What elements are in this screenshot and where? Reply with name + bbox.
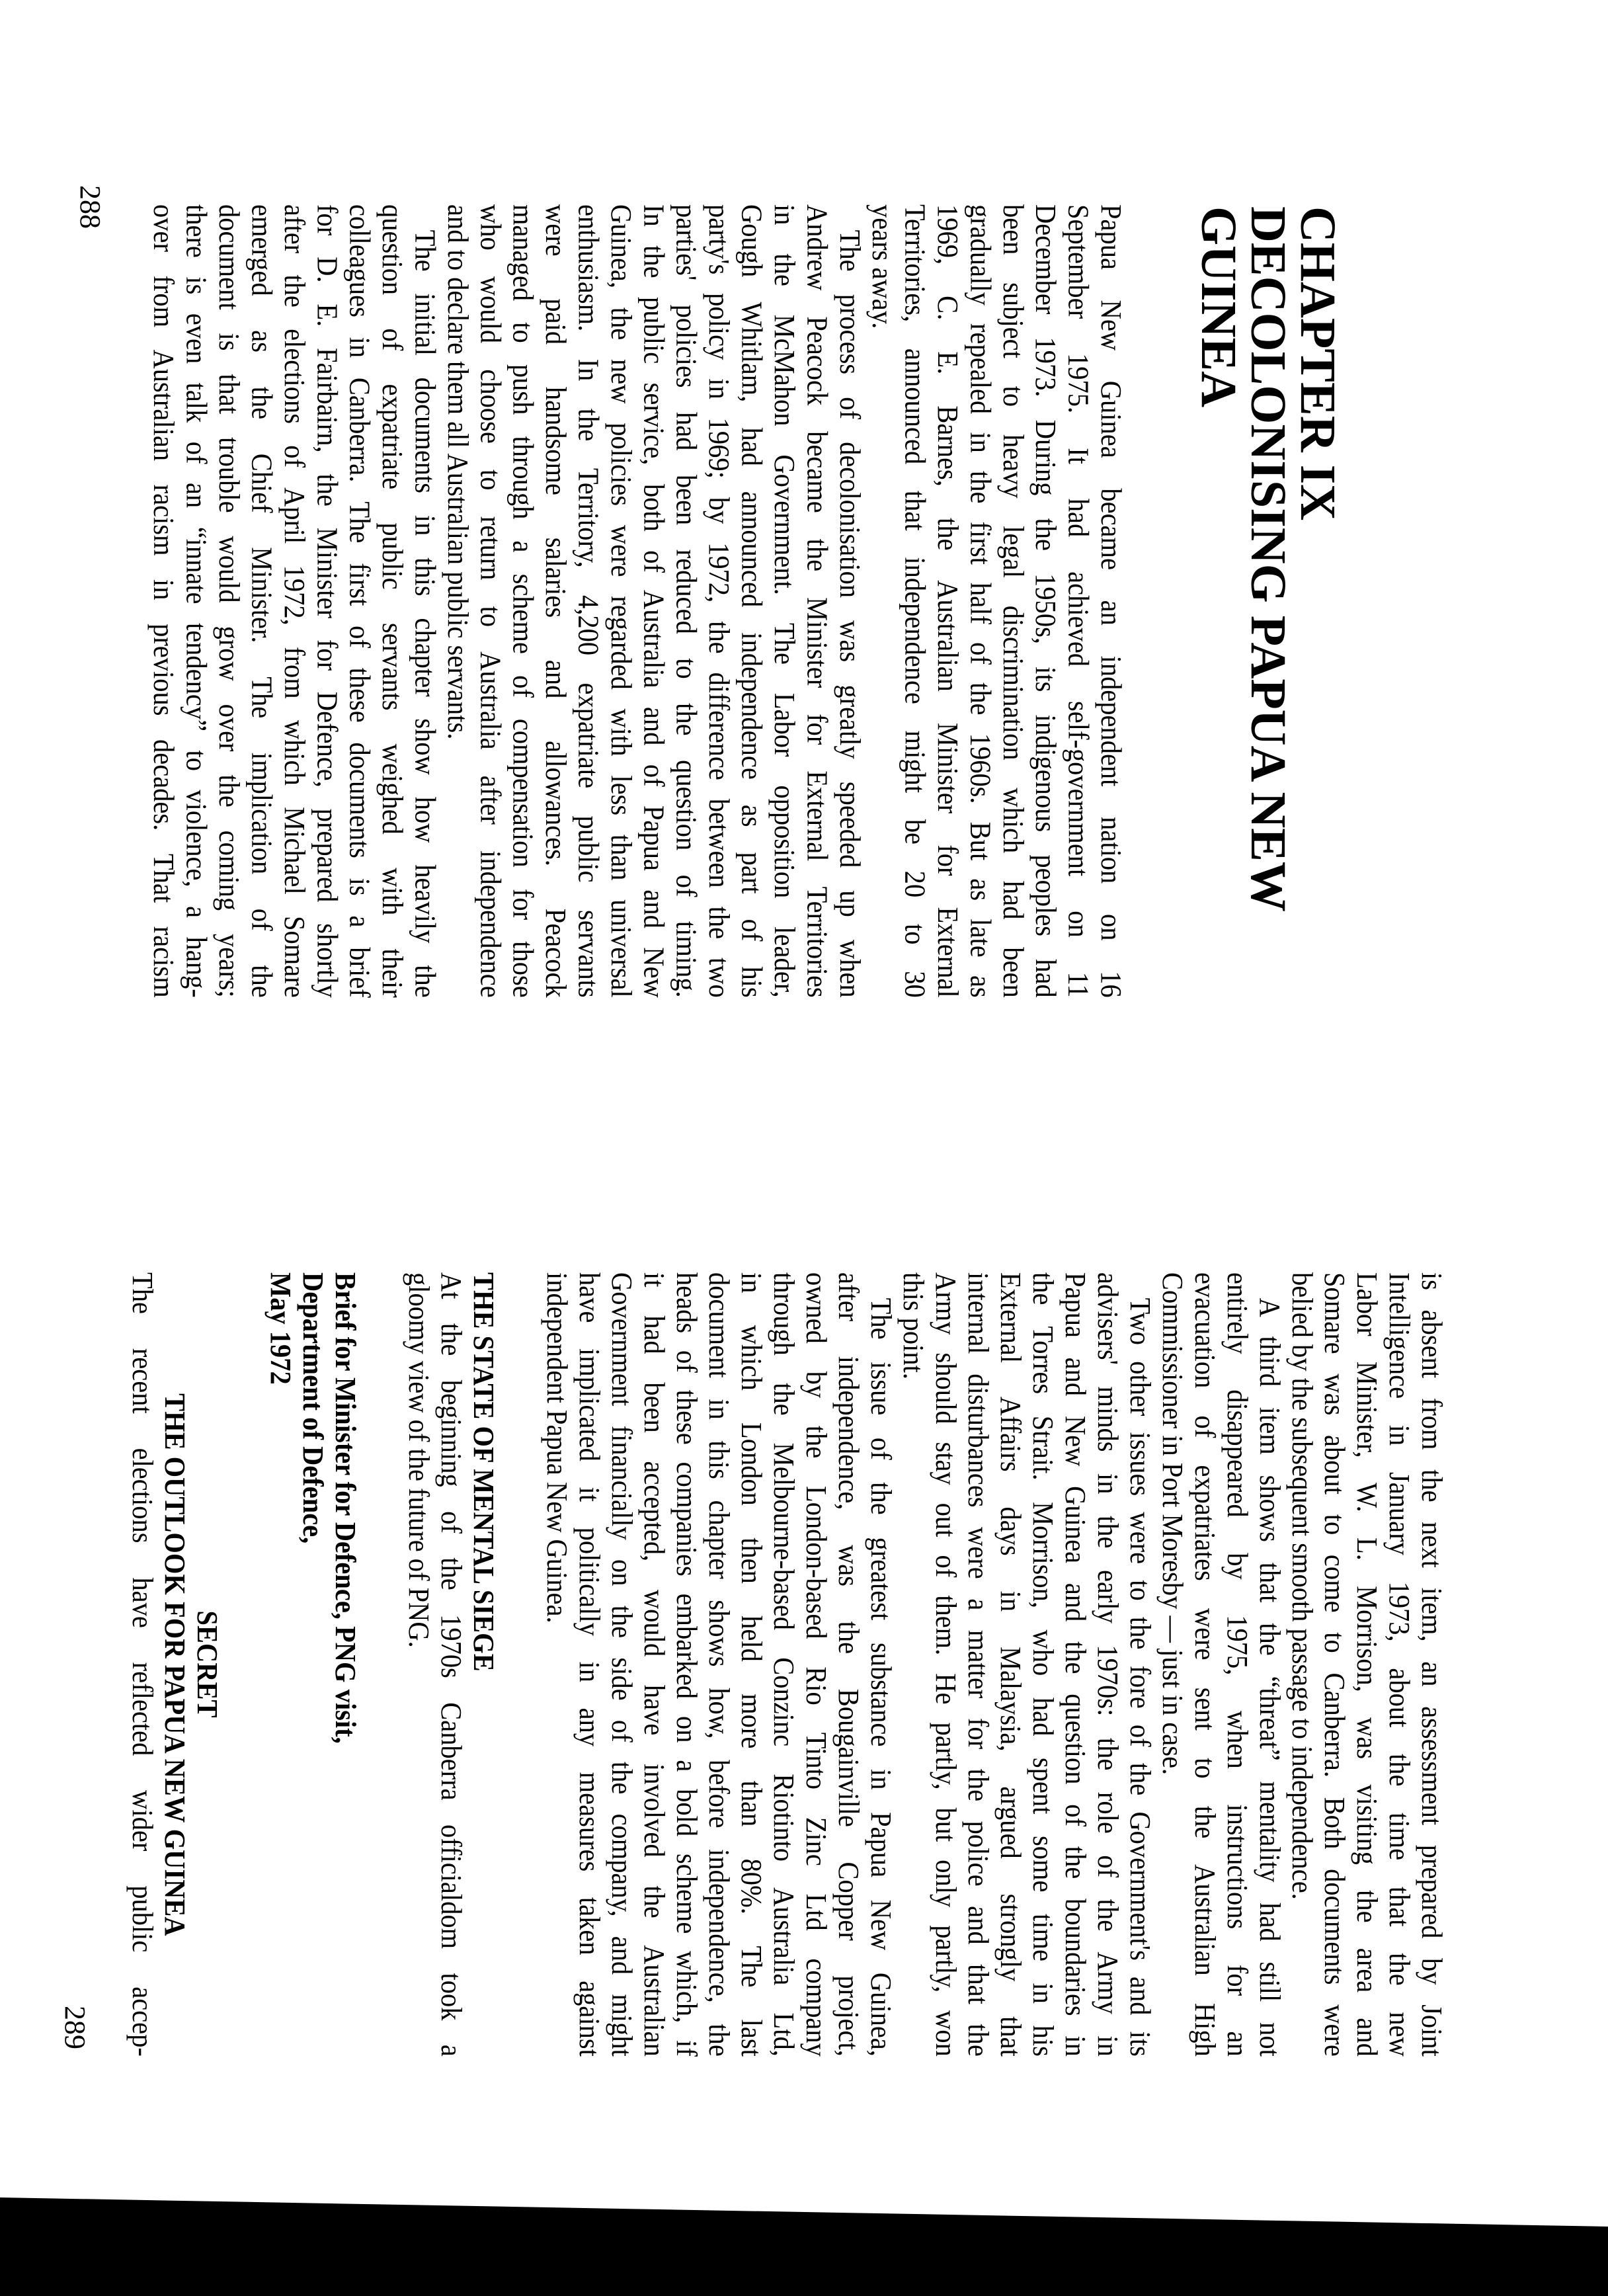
text-line: it had been accepted, would have involved the Australian [638, 1272, 670, 2057]
page-288-body [147, 204, 1127, 998]
paragraph [441, 204, 865, 998]
text-line: belied by the subsequent smooth passage to independence. [1286, 1272, 1318, 1900]
text-line: December 1973. During the 1950s, its indigenous peoples had [1029, 204, 1063, 998]
classification [159, 1272, 223, 2057]
text-line: Two other issues were to the fore of the Government's and its [1124, 1297, 1156, 2057]
paragraph [403, 1272, 467, 2057]
text-line: Somare was about to come to Canberra. Both documents were [1318, 1272, 1351, 2057]
chapter-title-line: GUINEA [1191, 206, 1246, 408]
text-line: Army should stay out of them. He partly, but only partly, won [930, 1272, 962, 2057]
text-line: Government financially on the side of the company, and might [606, 1272, 638, 2057]
text-line: internal disturbances were a matter for the police and that the [962, 1272, 994, 2057]
document-header-line: May 1972 [264, 1272, 297, 1385]
paragraph [147, 204, 442, 998]
text-line: gloomy view of the future of PNG. [403, 1272, 435, 1648]
scan-edge-shadow [0, 2182, 1608, 2296]
text-line: in which London then held more than 80%. The last [735, 1272, 768, 2057]
document-header-line: Brief for Minister for Defence, PNG visit, [329, 1272, 362, 1744]
text-line: Papua and New Guinea and the question of the boundaries in [1059, 1272, 1092, 2057]
text-line: The initial documents in this chapter show how heavily the [409, 229, 442, 998]
text-line: Territories, announced that independence might be 20 to 30 [899, 204, 932, 998]
paragraph [866, 204, 1127, 998]
text-line: Labor Minister, W. L. Morrison, was visiting the area and [1351, 1272, 1383, 2057]
page-number: 289 [59, 2006, 91, 2049]
text-line: colleagues in Canberra. The first of these documents is a brief [343, 204, 376, 998]
page-289-body [126, 1272, 1448, 2057]
text-line: document in this chapter shows how, before independence, the [703, 1272, 735, 2057]
text-line: managed to push through a scheme of compensation for those [506, 204, 540, 998]
text-line: after independence, was the Bougainville Copper project, [832, 1272, 865, 2057]
document-header-line: Department of Defence, [297, 1272, 329, 1544]
text-line: in the McMahon Government. The Labor opposition leader, [768, 204, 801, 998]
paragraph [126, 1272, 159, 2057]
classification-line: SECRET [191, 1610, 223, 1718]
text-line: this point. [897, 1272, 930, 1379]
chapter-heading [1191, 206, 1346, 1000]
text-line: The recent elections have reflected wider public accep- [126, 1272, 159, 2057]
paragraph [1286, 1272, 1448, 2057]
text-line: A third item shows that the “threat” mentality had still not [1254, 1297, 1286, 2057]
text-line: Commissioner in Port Moresby — just in case. [1156, 1272, 1189, 1776]
text-line: years away. [866, 204, 899, 329]
text-line: Intelligence in January 1973, about the time that the new [1383, 1272, 1416, 2057]
page-289-text [126, 1272, 1448, 2057]
text-line: Andrew Peacock became the Minister for External Territories [801, 204, 834, 998]
text-line: Papua New Guinea became an independent nation on 16 [1095, 204, 1127, 998]
text-line: through the Melbourne-based Conzinc Riotinto Australia Ltd, [768, 1272, 800, 2057]
text-line: question of expatriate public servants weighed with their [376, 204, 409, 998]
text-line: gradually repealed in the first half of the 1960s. But as late as [964, 204, 997, 998]
page-288-text [147, 204, 1127, 998]
text-line: enthusiasm. In the Territory, 4,200 expatriate public servants [572, 204, 605, 998]
text-line: entirely disappeared by 1975, when instructions for an [1221, 1272, 1254, 2057]
chapter-number: CHAPTER IX [1290, 206, 1346, 521]
text-line: The issue of the greatest substance in Papua New Guinea, [865, 1297, 897, 2057]
text-line: emerged as the Chief Minister. The implication of the [245, 204, 278, 998]
text-line: advisers' minds in the early 1970s: the role of the Army in [1092, 1272, 1124, 2057]
section-heading [467, 1272, 500, 2057]
text-line: were paid handsome salaries and allowances. Peacock [540, 204, 573, 998]
text-line: there is even talk of an “innate tendency” to violence, a hang- [180, 204, 213, 998]
text-line: At the beginning of the 1970s Canberra officialdom took a [435, 1272, 467, 2057]
text-line: September 1975. It had achieved self-government on 11 [1062, 204, 1095, 998]
text-line: after the elections of April 1972, from which Michael Somare [278, 204, 311, 998]
text-line: and to declare them all Australian public servants. [441, 204, 474, 740]
text-line: over from Australian racism in previous decades. That racism [147, 204, 181, 998]
chapter-title [1191, 206, 1346, 1000]
paragraph [541, 1272, 897, 2057]
text-line: The process of decolonisation was greatly speeded up when [833, 229, 866, 998]
text-line: heads of these companies embarked on a bold scheme which, if [670, 1272, 703, 2057]
text-line: is absent from the next item, an assessment prepared by Joint [1416, 1272, 1448, 2057]
chapter-title-line: DECOLONISING PAPUA NEW [1240, 206, 1296, 912]
paragraph [1156, 1272, 1286, 2057]
text-line: independent Papua New Guinea. [541, 1272, 573, 1623]
text-line: been subject to heavy legal discrimination which had been [996, 204, 1029, 998]
text-line: who would choose to return to Australia after independence [474, 204, 507, 998]
text-line: the Torres Strait. Morrison, who had spent some time in his [1027, 1272, 1059, 2057]
document-header [264, 1272, 362, 2057]
page-number: 288 [74, 185, 106, 229]
text-line: 1969, C. E. Barnes, the Australian Minister for External [931, 204, 964, 998]
text-line: owned by the London-based Rio Tinto Zinc Ltd company [800, 1272, 832, 2057]
text-line: Gough Whitlam, had announced independence as part of his [735, 204, 768, 998]
text-line: In the public service, both of Australia and of Papua and New [637, 204, 670, 998]
text-line: Guinea, the new policies were regarded with less than universal [604, 204, 637, 998]
text-line: evacuation of expatriates were sent to the Australian High [1189, 1272, 1221, 2057]
classification-line: THE OUTLOOK FOR PAPUA NEW GUINEA [159, 1393, 191, 1936]
text-line: have implicated it politically in any measures taken against [573, 1272, 606, 2057]
section-heading-line: THE STATE OF MENTAL SIEGE [467, 1272, 500, 1672]
text-line: party's policy in 1969; by 1972, the difference between the two [703, 204, 736, 998]
text-line: document is that trouble would grow over the coming years; [213, 204, 246, 998]
text-line: External Affairs days in Malaysia, argued strongly that [994, 1272, 1027, 2057]
paragraph [897, 1272, 1156, 2057]
text-line: parties' policies had been reduced to the question of timing. [670, 204, 703, 998]
text-line: for D. E. Fairbairn, the Minister for Defence, prepared shortly [311, 204, 344, 998]
